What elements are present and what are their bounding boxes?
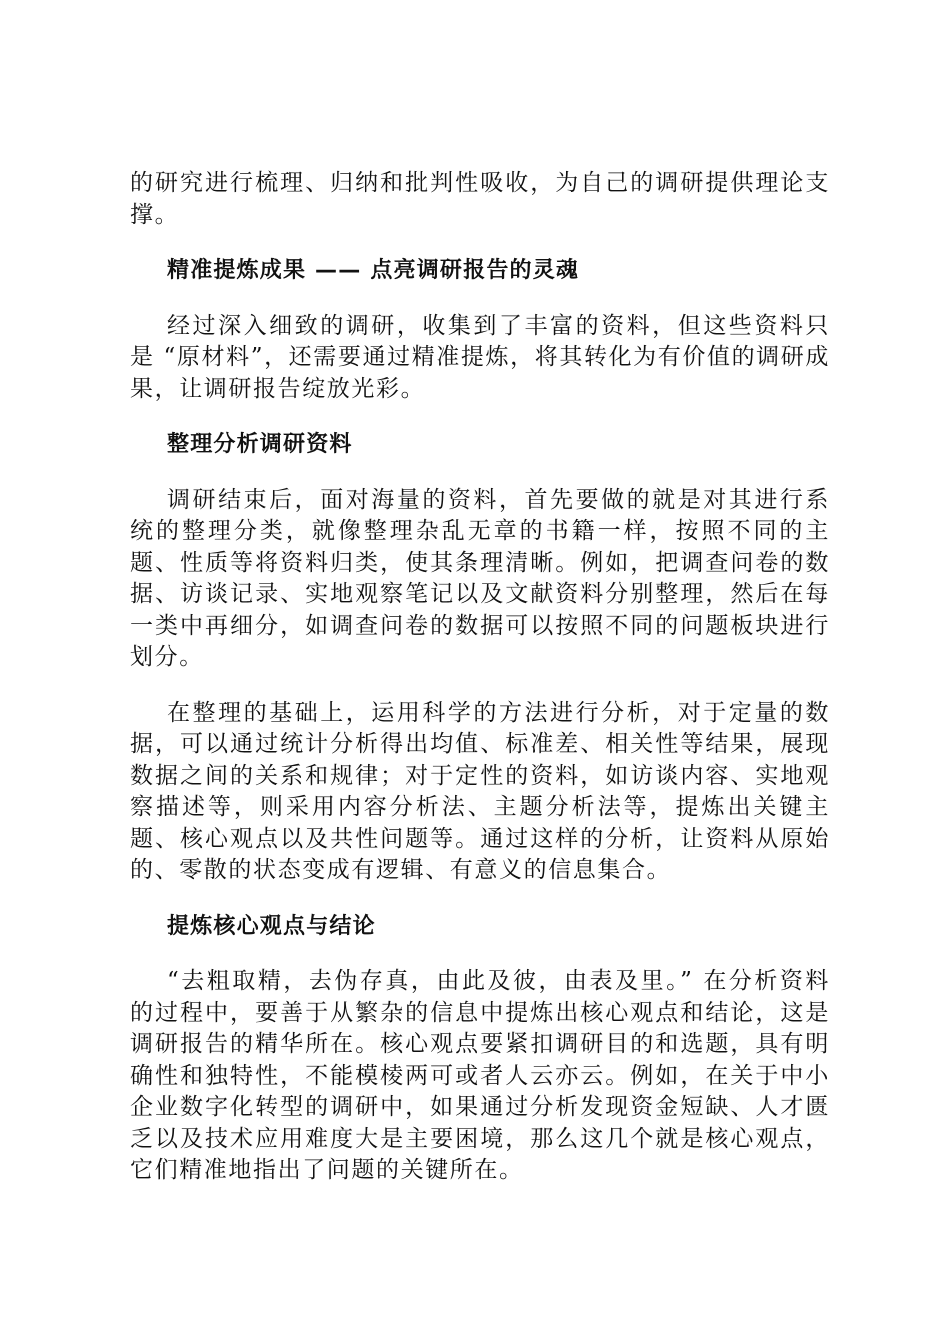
heading-core-conclusions: 提炼核心观点与结论: [167, 913, 376, 939]
paragraph-continuation: 的研究进行梳理、归纳和批判性吸收，为自己的调研提供理论支撑。: [130, 170, 830, 228]
paragraph-core-conclusions: “去粗取精，去伪存真，由此及彼，由表及里。” 在分析资料的过程中，要善于从繁杂的信息中提炼出核心观点和结论，这是调研报告的精华所在。核心观点要紧扣调研目的和选题，具有明确性和独特性，不能模棱两可或者人云亦云。例如，在关于中小企业数字化转型的调研中，如果通过分析发现资金短缺、人才匮乏以及技术应用难度大是主要困境，那么这几个就是核心观点，它们精准地指出了问题的关键所在。: [130, 968, 830, 1183]
heading-organize-analyze: 整理分析调研资料: [167, 432, 353, 457]
document-page: [130, 168, 830, 1211]
paragraph-organize: 调研结束后，面对海量的资料，首先要做的就是对其进行系统的整理分类，就像整理杂乱无章的书籍一样，按照不同的主题、性质等将资料归类，使其条理清晰。例如，把调查问卷的数据、访谈记录、实地观察笔记以及文献资料分别整理，然后在每一类中再细分，如调查问卷的数据可以按照不同的问题板块进行划分。: [130, 486, 830, 670]
paragraph-analyze: 在整理的基础上，运用科学的方法进行分析，对于定量的数据，可以通过统计分析得出均值、标准差、相关性等结果，展现数据之间的关系和规律；对于定性的资料，如访谈内容、实地观察描述等，则采用内容分析法、主题分析法等，提炼出关键主题、核心观点以及共性问题等。通过这样的分析，让资料从原始的、零散的状态变成有逻辑、有意义的信息集合。: [130, 699, 830, 883]
paragraph-raw-materials: 经过深入细致的调研，收集到了丰富的资料，但这些资料只是 “原材料”，还需要通过精准提炼，将其转化为有价值的调研成果，让调研报告绽放光彩。: [130, 312, 830, 402]
heading-refine-results: 精准提炼成果 —— 点亮调研报告的灵魂: [167, 258, 580, 283]
